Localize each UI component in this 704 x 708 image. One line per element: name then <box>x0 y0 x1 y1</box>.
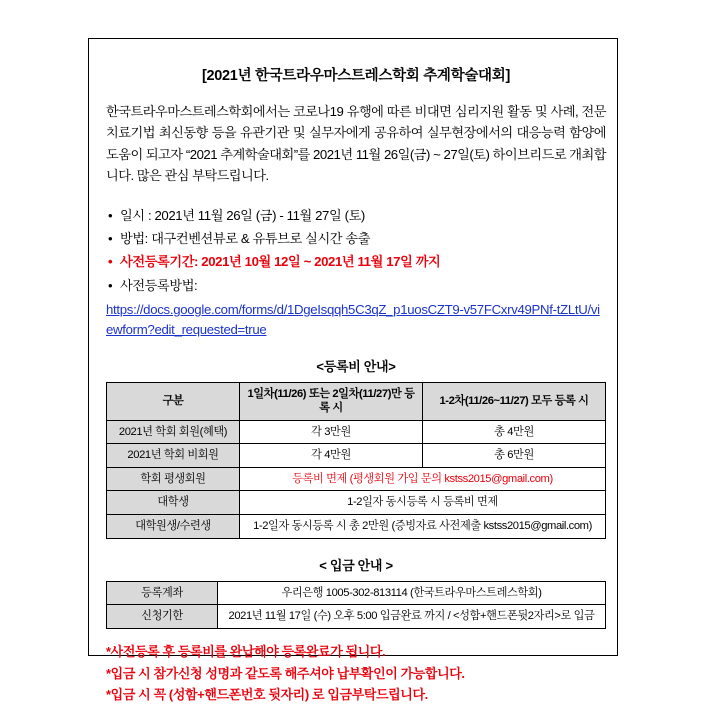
bullet-registration-method: • 사전등록방법: <box>106 275 606 296</box>
payment-row-label: 등록계좌 <box>107 581 218 605</box>
fee-col-category: 구분 <box>107 382 240 420</box>
fee-row-label: 2021년 학회 비회원 <box>107 444 240 468</box>
fee-row-cell: 등록비 면제 (평생회원 가입 문의 kstss2015@gmail.com) <box>240 467 606 491</box>
payment-table <box>106 581 606 629</box>
notes-section <box>106 643 606 706</box>
payment-row-value: 우리은행 1005-302-813114 (한국트라우마스트레스학회) <box>218 581 606 605</box>
fee-table <box>106 382 606 539</box>
fee-row-cell: 각 4만원 <box>240 444 423 468</box>
table-header-row <box>107 382 606 420</box>
table-row <box>107 444 606 468</box>
fee-row-label: 대학생 <box>107 491 240 515</box>
table-row <box>107 581 606 605</box>
fee-section-heading: <등록비 안내> <box>316 358 396 374</box>
table-row <box>107 605 606 629</box>
registration-form-link[interactable]: https://docs.google.com/forms/d/1DgeIsqqh5C3qZ_p1uosCZT9-v57FCxrv49PNf-tZLtU/viewform?edit_requested=true <box>106 302 600 337</box>
bullet-date: • 일시 : 2021년 11월 26일 (금) - 11월 27일 (토) <box>106 205 606 226</box>
payment-section-heading: < 입금 안내 > <box>319 557 393 573</box>
fee-col-single-day: 1일차(11/26) 또는 2일차(11/27)만 등록 시 <box>240 382 423 420</box>
fee-row-cell: 각 3만원 <box>240 420 423 444</box>
intro-paragraph: 한국트라우마스트레스학회에서는 코로나19 유행에 따른 비대면 심리지원 활동 및 사례, 전문 치료기법 최신동향 등을 유관기관 및 실무자에게 공유하여 실무현장에서의 대응능력 함양에 도움이 되고자 “2021 추계학술대회”를 2021년 11월 26일(금) ~ 27일(토) 하이브리드로 개최합니다. 많은 관심 부탁드립니다. <box>106 104 606 184</box>
fee-row-cell: 1-2일자 동시등록 시 등록비 면제 <box>240 491 606 515</box>
fee-row-label: 2021년 학회 회원(혜택) <box>107 420 240 444</box>
table-row <box>107 467 606 491</box>
note-line: *사전등록 후 등록비를 완납해야 등록완료가 됩니다. <box>106 643 386 659</box>
note-line: *입금 시 꼭 (성함+핸드폰번호 뒷자리) 로 입금부탁드립니다. <box>106 687 428 703</box>
table-row <box>107 491 606 515</box>
fee-row-label: 대학원생/수련생 <box>107 514 240 538</box>
fee-row-label: 학회 평생회원 <box>107 467 240 491</box>
table-row <box>107 420 606 444</box>
document-content <box>106 52 606 708</box>
note-line: *입금 시 참가신청 성명과 같도록 해주셔야 납부확인이 가능합니다. <box>106 665 465 681</box>
page-title: [2021년 한국트라우마스트레스학회 추계학술대회] <box>201 68 510 84</box>
bullet-method: • 방법: 대구컨벤션뷰로 & 유튜브로 실시간 송출 <box>106 228 606 249</box>
payment-row-value: 2021년 11월 17일 (수) 오후 5:00 입금완료 까지 / <성함+핸드폰뒷2자리>로 입금 <box>218 605 606 629</box>
fee-col-both-days: 1-2차(11/26~11/27) 모두 등록 시 <box>423 382 606 420</box>
bullet-registration-period: • 사전등록기간: 2021년 10월 12일 ~ 2021년 11월 17일 까지 <box>106 251 606 272</box>
payment-row-label: 신청기한 <box>107 605 218 629</box>
info-bullet-list <box>106 205 606 297</box>
fee-row-cell: 1-2일자 동시등록 시 총 2만원 (증빙자료 사전제출 kstss2015@gmail.com) <box>240 514 606 538</box>
fee-row-cell: 총 6만원 <box>423 444 606 468</box>
fee-row-cell: 총 4만원 <box>423 420 606 444</box>
table-row <box>107 514 606 538</box>
